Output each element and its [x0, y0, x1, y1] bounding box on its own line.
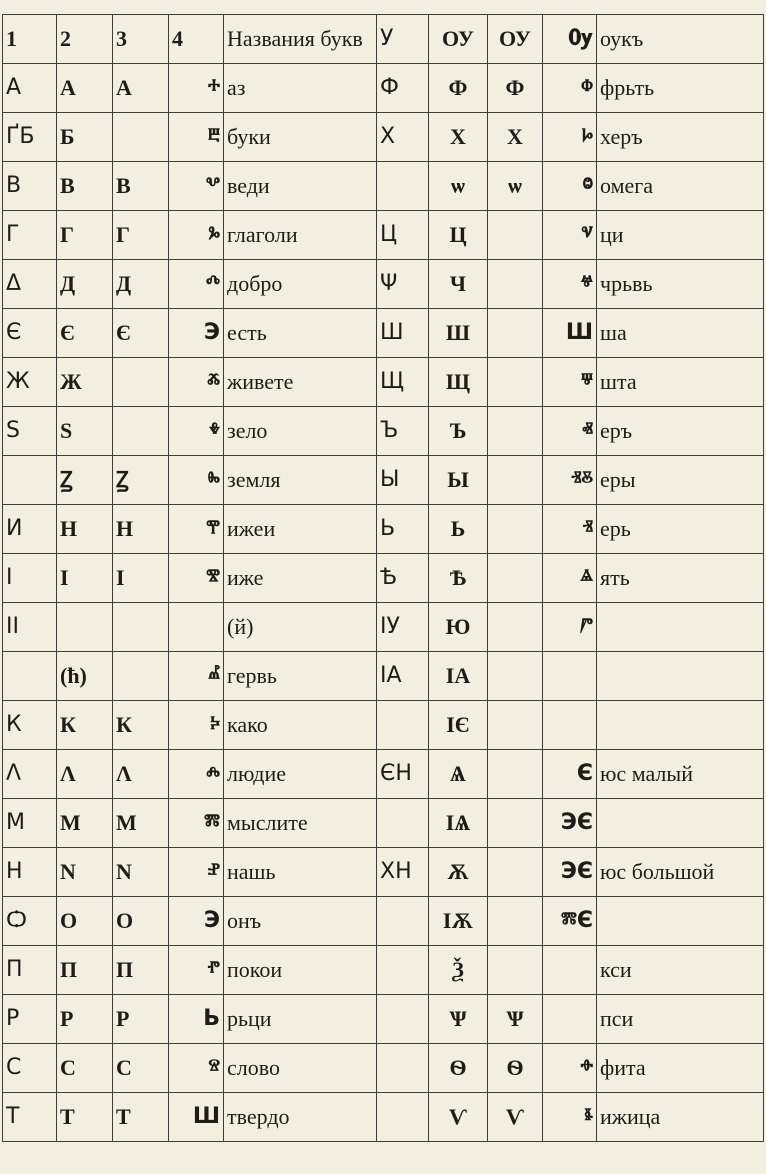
letter-col-7: Ь	[429, 505, 488, 554]
header-col-3: 3	[113, 15, 169, 64]
glagolitic-col-9: ⰿЄ	[543, 897, 597, 946]
letter-name-2	[597, 897, 764, 946]
letter-col-8	[488, 701, 543, 750]
glagolitic-col-9: ⱈ	[543, 113, 597, 162]
glagolitic-col-4: ⱂ	[169, 946, 224, 995]
letter-name: твердо	[224, 1093, 377, 1142]
letter-col-6: ІУ	[377, 603, 429, 652]
header-col-4: 4	[169, 15, 224, 64]
glagolitic-col-4: ⰷ	[169, 407, 224, 456]
letter-col-6: ЄН	[377, 750, 429, 799]
letter-col-8: Ѳ	[488, 1044, 543, 1093]
letter-col-6: ХН	[377, 848, 429, 897]
table-row	[3, 897, 764, 946]
table-row	[3, 750, 764, 799]
letter-col-6	[377, 995, 429, 1044]
letter-name-2: пси	[597, 995, 764, 1044]
letter-col-1: І	[3, 554, 57, 603]
letter-col-2: С	[57, 1044, 113, 1093]
table-row	[3, 456, 764, 505]
letter-name: како	[224, 701, 377, 750]
letter-col-8	[488, 358, 543, 407]
letter-col-7: ІѦ	[429, 799, 488, 848]
glagolitic-col-4: ⰰ	[169, 64, 224, 113]
letter-col-7: ІЄ	[429, 701, 488, 750]
letter-col-7: ІѪ	[429, 897, 488, 946]
letter-col-2: К	[57, 701, 113, 750]
table-row	[3, 113, 764, 162]
letter-col-1: П	[3, 946, 57, 995]
letter-col-7: Ѫ	[429, 848, 488, 897]
glagolitic-col-4: ⰴ	[169, 260, 224, 309]
glagolitic-col-9: ⱏ	[543, 407, 597, 456]
letter-col-3: Р	[113, 995, 169, 1044]
letter-col-8	[488, 309, 543, 358]
letter-col-3	[113, 652, 169, 701]
letter-col-6	[377, 701, 429, 750]
letter-name-2: кси	[597, 946, 764, 995]
letter-col-2: N	[57, 848, 113, 897]
letter-col-1: А	[3, 64, 57, 113]
letter-col-6: Ѣ	[377, 554, 429, 603]
letter-name: иже	[224, 554, 377, 603]
table-row	[3, 603, 764, 652]
glagolitic-col-9: ⱇ	[543, 64, 597, 113]
letter-col-7: Ъ	[429, 407, 488, 456]
letter-col-6: Щ	[377, 358, 429, 407]
glagolitic-col-9: ЭЄ	[543, 799, 597, 848]
letter-col-1: Ѕ	[3, 407, 57, 456]
glagolitic-col-4: ⰳ	[169, 211, 224, 260]
letter-name: онъ	[224, 897, 377, 946]
letter-col-1	[3, 456, 57, 505]
letter-col-3: Т	[113, 1093, 169, 1142]
letter-col-7: Ю	[429, 603, 488, 652]
letter-col-2: Г	[57, 211, 113, 260]
letter-col-2: О	[57, 897, 113, 946]
letter-name: зело	[224, 407, 377, 456]
table-row	[3, 701, 764, 750]
letter-col-3	[113, 407, 169, 456]
letter-name-2	[597, 603, 764, 652]
letter-name-2: ижица	[597, 1093, 764, 1142]
letter-col-7: Ѣ	[429, 554, 488, 603]
letter-col-2	[57, 603, 113, 652]
letter-name-2: еръ	[597, 407, 764, 456]
letter-col-1: С	[3, 1044, 57, 1093]
glagolitic-col-9: Ш	[543, 309, 597, 358]
letter-name: аз	[224, 64, 377, 113]
letter-col-6: Ф	[377, 64, 429, 113]
letter-col-2: Р	[57, 995, 113, 1044]
letter-col-8	[488, 799, 543, 848]
letter-name-2	[597, 799, 764, 848]
letter-col-3: Є	[113, 309, 169, 358]
glagolitic-col-4: Э	[169, 309, 224, 358]
table-row	[3, 799, 764, 848]
letter-col-2: Λ	[57, 750, 113, 799]
letter-col-8: Ѵ	[488, 1093, 543, 1142]
letter-name: глаголи	[224, 211, 377, 260]
letter-name-2: фита	[597, 1044, 764, 1093]
letter-col-3: П	[113, 946, 169, 995]
letter-col-1	[3, 652, 57, 701]
glagolitic-col-9: ⱑ	[543, 554, 597, 603]
glagolitic-col-9: ⱉ	[543, 162, 597, 211]
header-row	[3, 15, 764, 64]
letter-name: добро	[224, 260, 377, 309]
letter-col-2: Ꙁ	[57, 456, 113, 505]
letter-name: есть	[224, 309, 377, 358]
letter-col-1: ҐБ	[3, 113, 57, 162]
letter-col-7: ѡ	[429, 162, 488, 211]
letter-col-8	[488, 848, 543, 897]
letter-col-7: Ч	[429, 260, 488, 309]
glagolitic-col-4: Э	[169, 897, 224, 946]
table-row	[3, 260, 764, 309]
letter-name: нашь	[224, 848, 377, 897]
letter-col-8	[488, 505, 543, 554]
letter-col-1: ІІ	[3, 603, 57, 652]
letter-col-3: К	[113, 701, 169, 750]
letter-col-6: Ы	[377, 456, 429, 505]
letter-col-2: Ѕ	[57, 407, 113, 456]
alphabet-table-body	[3, 15, 764, 1142]
letter-name-2: чрьвь	[597, 260, 764, 309]
table-row	[3, 1044, 764, 1093]
letter-name-2: шта	[597, 358, 764, 407]
letter-col-8: Ѱ	[488, 995, 543, 1044]
glagolitic-col-9: ⱚ	[543, 1044, 597, 1093]
letter-col-8	[488, 652, 543, 701]
letter-col-8	[488, 407, 543, 456]
letter-col-2: Т	[57, 1093, 113, 1142]
glagolitic-col-4: ⰽ	[169, 701, 224, 750]
table-row	[3, 309, 764, 358]
glagolitic-col-9: ⱐ	[543, 505, 597, 554]
letter-col-6: Ш	[377, 309, 429, 358]
letter-col-3	[113, 603, 169, 652]
letter-col-1: Г	[3, 211, 57, 260]
letter-col-2: (ћ)	[57, 652, 113, 701]
table-row	[3, 946, 764, 995]
letter-col-1: Λ	[3, 750, 57, 799]
letter-name: буки	[224, 113, 377, 162]
letter-col-1: В	[3, 162, 57, 211]
letter-col-8: Х	[488, 113, 543, 162]
letter-col-7: Щ	[429, 358, 488, 407]
letter-col-6	[377, 162, 429, 211]
letter-col-1: К	[3, 701, 57, 750]
glagolitic-col-9: ЭЄ	[543, 848, 597, 897]
letter-col-3: І	[113, 554, 169, 603]
letter-col-1: Ж	[3, 358, 57, 407]
letter-col-8	[488, 603, 543, 652]
letter-name: покои	[224, 946, 377, 995]
letter-col-2: П	[57, 946, 113, 995]
letter-col-3: Н	[113, 505, 169, 554]
letter-col-3: А	[113, 64, 169, 113]
glagolitic-col-9	[543, 995, 597, 1044]
glagolitic-col-9: ⱌ	[543, 211, 597, 260]
letter-col-7: ІА	[429, 652, 488, 701]
table-row	[3, 211, 764, 260]
letter-col-2: А	[57, 64, 113, 113]
letter-col-2: Н	[57, 505, 113, 554]
glagolitic-col-4: Ь	[169, 995, 224, 1044]
letter-col-7: Ы	[429, 456, 488, 505]
letter-col-6	[377, 897, 429, 946]
glagolitic-col-9: ⱓ	[543, 603, 597, 652]
letter-col-8	[488, 750, 543, 799]
letter-col-6: Ъ	[377, 407, 429, 456]
glagolitic-col-9: ⱍ	[543, 260, 597, 309]
letter-col-3: N	[113, 848, 169, 897]
letter-col-2: Д	[57, 260, 113, 309]
table-row	[3, 995, 764, 1044]
glagolitic-col-4: ⰼ	[169, 652, 224, 701]
glagolitic-col-4: ⱀ	[169, 848, 224, 897]
letter-col-6: Ψ	[377, 260, 429, 309]
table-row	[3, 554, 764, 603]
table-row	[3, 64, 764, 113]
letter-name-2: юс большой	[597, 848, 764, 897]
letter-name: людие	[224, 750, 377, 799]
letter-col-3: С	[113, 1044, 169, 1093]
letter-name-2: ерь	[597, 505, 764, 554]
alphabet-table	[2, 14, 764, 1142]
table-row	[3, 407, 764, 456]
letter-col-7: Ѧ	[429, 750, 488, 799]
header-col-7: ОУ	[429, 15, 488, 64]
letter-name: земля	[224, 456, 377, 505]
letter-col-2: Є	[57, 309, 113, 358]
header-col-6: У	[377, 15, 429, 64]
letter-col-3: Λ	[113, 750, 169, 799]
glagolitic-col-4: ⰶ	[169, 358, 224, 407]
letter-col-2: Б	[57, 113, 113, 162]
glagolitic-col-9: Є	[543, 750, 597, 799]
letter-col-8	[488, 554, 543, 603]
glagolitic-col-9: ⱐⰻ	[543, 456, 597, 505]
letter-col-3: Г	[113, 211, 169, 260]
table-row	[3, 358, 764, 407]
letter-name: мыслите	[224, 799, 377, 848]
glagolitic-col-9: ⱛ	[543, 1093, 597, 1142]
letter-col-1: М	[3, 799, 57, 848]
letter-col-7: Ѵ	[429, 1093, 488, 1142]
glagolitic-col-4: ⰺ	[169, 554, 224, 603]
letter-name-2: херъ	[597, 113, 764, 162]
letter-col-3	[113, 113, 169, 162]
letter-name: ижеи	[224, 505, 377, 554]
letter-col-7: Ѯ	[429, 946, 488, 995]
letter-col-1: Т	[3, 1093, 57, 1142]
glagolitic-col-4: ⰿ	[169, 799, 224, 848]
glagolitic-col-4: ⱄ	[169, 1044, 224, 1093]
letter-col-8	[488, 897, 543, 946]
letter-col-6	[377, 1093, 429, 1142]
table-row	[3, 162, 764, 211]
letter-col-6	[377, 1044, 429, 1093]
letter-col-3: О	[113, 897, 169, 946]
table-row	[3, 505, 764, 554]
glagolitic-col-4: ⰱ	[169, 113, 224, 162]
letter-name-2: еры	[597, 456, 764, 505]
letter-name: гервь	[224, 652, 377, 701]
glagolitic-col-4: ⰸ	[169, 456, 224, 505]
glagolitic-col-4: ⰾ	[169, 750, 224, 799]
letter-col-3	[113, 358, 169, 407]
glagolitic-col-9: ⱋ	[543, 358, 597, 407]
glagolitic-col-4: ⰲ	[169, 162, 224, 211]
letter-col-7: Х	[429, 113, 488, 162]
glagolitic-col-4	[169, 603, 224, 652]
letter-col-6	[377, 799, 429, 848]
header-col-8: ОУ	[488, 15, 543, 64]
letter-col-1: И	[3, 505, 57, 554]
letter-name: живете	[224, 358, 377, 407]
table-row	[3, 652, 764, 701]
letter-name-2: ша	[597, 309, 764, 358]
letter-col-2: М	[57, 799, 113, 848]
header-col-2: 2	[57, 15, 113, 64]
letter-name: (й)	[224, 603, 377, 652]
letter-col-2: І	[57, 554, 113, 603]
letter-col-8: Ф	[488, 64, 543, 113]
letter-col-1: Н	[3, 848, 57, 897]
letter-col-8	[488, 260, 543, 309]
letter-col-8	[488, 211, 543, 260]
letter-col-6: Ц	[377, 211, 429, 260]
glagolitic-col-4: Ш	[169, 1093, 224, 1142]
header-letter-names: Названия букв	[224, 15, 377, 64]
letter-name-2: омега	[597, 162, 764, 211]
letter-name: рьци	[224, 995, 377, 1044]
header-col-9: Ѹ	[543, 15, 597, 64]
letter-col-7: Ц	[429, 211, 488, 260]
letter-col-6	[377, 946, 429, 995]
letter-col-3: Ꙁ	[113, 456, 169, 505]
letter-name-2: юс малый	[597, 750, 764, 799]
letter-col-3: Д	[113, 260, 169, 309]
letter-name-2: ци	[597, 211, 764, 260]
letter-col-7: Ф	[429, 64, 488, 113]
letter-name-2: фрьть	[597, 64, 764, 113]
header-col-1: 1	[3, 15, 57, 64]
glagolitic-col-4: ⰹ	[169, 505, 224, 554]
glagolitic-col-9	[543, 946, 597, 995]
letter-col-3: М	[113, 799, 169, 848]
table-row	[3, 848, 764, 897]
letter-col-6: ІА	[377, 652, 429, 701]
glagolitic-col-9	[543, 652, 597, 701]
letter-col-7: Ѳ	[429, 1044, 488, 1093]
letter-col-6: Х	[377, 113, 429, 162]
letter-col-2: Ж	[57, 358, 113, 407]
letter-col-1: Є	[3, 309, 57, 358]
letter-col-1: Ѻ	[3, 897, 57, 946]
letter-col-3: В	[113, 162, 169, 211]
letter-col-1: Δ	[3, 260, 57, 309]
letter-col-6: Ь	[377, 505, 429, 554]
letter-name-2	[597, 652, 764, 701]
letter-col-8: ѡ	[488, 162, 543, 211]
letter-name: веди	[224, 162, 377, 211]
letter-col-7: Ѱ	[429, 995, 488, 1044]
letter-name-2	[597, 701, 764, 750]
glagolitic-col-9	[543, 701, 597, 750]
letter-col-8	[488, 946, 543, 995]
letter-col-8	[488, 456, 543, 505]
letter-col-1: Р	[3, 995, 57, 1044]
letter-col-2: В	[57, 162, 113, 211]
letter-name-2: ять	[597, 554, 764, 603]
letter-col-7: Ш	[429, 309, 488, 358]
letter-name: слово	[224, 1044, 377, 1093]
header-letter-names-2: оукъ	[597, 15, 764, 64]
table-row	[3, 1093, 764, 1142]
